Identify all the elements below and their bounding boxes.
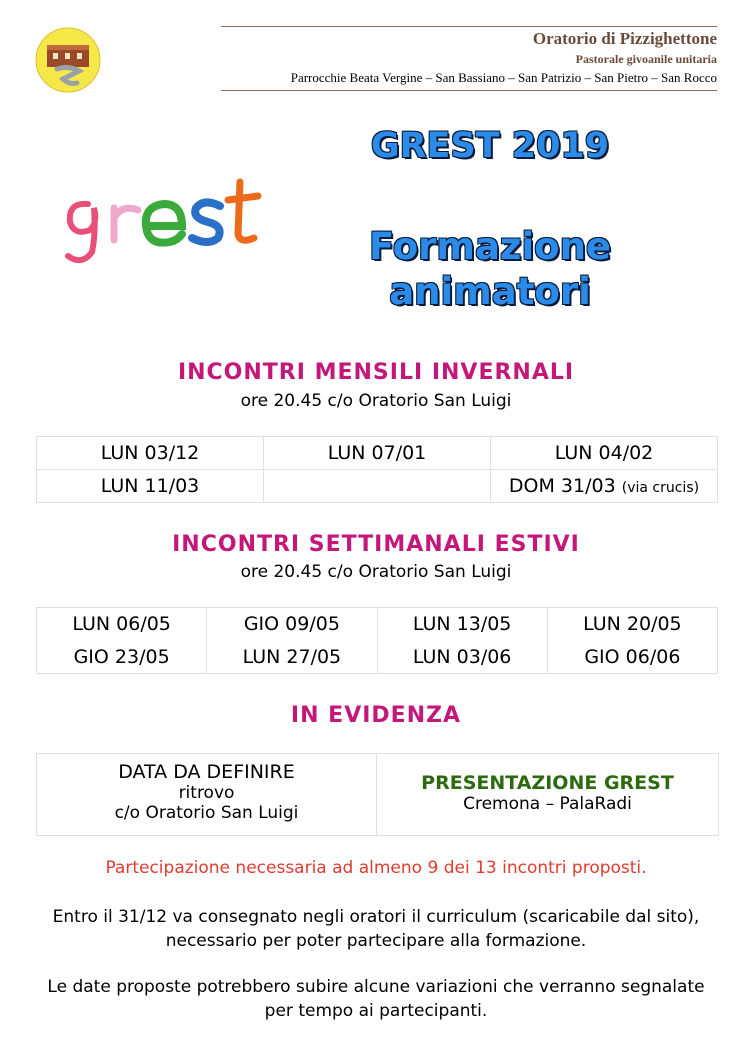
meeting-point-place: c/o Oratorio San Luigi: [114, 803, 299, 823]
date-cell: LUN 20/05: [547, 608, 717, 641]
highlight-left: [37, 754, 377, 835]
date-cell: LUN 13/05: [377, 608, 547, 641]
summer-heading: INCONTRI SETTIMANALI ESTIVI: [172, 532, 580, 557]
presentation-place: Cremona – PalaRadi: [463, 794, 632, 814]
date-cell: LUN 06/05: [37, 608, 207, 641]
summer-dates-table: [36, 607, 718, 674]
parishes-line: Parrocchie Beata Vergine – San Bassiano – San Patrizio – San Pietro – San Rocco: [290, 70, 717, 85]
winter-heading: INCONTRI MENSILI INVERNALI: [177, 360, 575, 385]
meeting-point-label: ritrovo: [178, 783, 235, 803]
presentation-title: PRESENTAZIONE GREST: [421, 772, 674, 794]
date-cell: LUN 07/01: [264, 437, 491, 470]
grest-logo: [58, 174, 268, 266]
date-text: DOM 31/03: [508, 475, 616, 497]
title-grest-2019: GREST 2019: [370, 126, 610, 166]
participation-note: Partecipazione necessaria ad almeno 9 dei 13 incontri proposti.: [105, 858, 647, 878]
highlight-box: [36, 753, 719, 836]
highlight-right: [377, 754, 718, 835]
table-row: [37, 470, 718, 503]
table-row: [37, 641, 718, 674]
curriculum-note: Entro il 31/12 va consegnato negli oratori il curriculum (scaricabile dal sito), necessario per poter partecipare alla formazione.: [52, 907, 700, 951]
winter-dates-table: [36, 436, 718, 503]
date-cell: LUN 04/02: [491, 437, 718, 470]
table-row: [37, 437, 718, 470]
oratorio-logo: [35, 27, 101, 93]
date-cell: LUN 03/06: [377, 641, 547, 674]
title-line-formazione: Formazione: [368, 225, 612, 268]
table-row: [37, 608, 718, 641]
date-cell: LUN 03/12: [37, 437, 264, 470]
date-cell: GIO 23/05: [37, 641, 207, 674]
org-name: Oratorio di Pizzighettone: [532, 29, 717, 48]
date-cell: LUN 27/05: [207, 641, 377, 674]
date-cell-with-note: [491, 470, 718, 503]
highlight-heading: IN EVIDENZA: [290, 703, 462, 728]
winter-subheading: ore 20.45 c/o Oratorio San Luigi: [240, 391, 512, 411]
date-cell: GIO 09/05: [207, 608, 377, 641]
via-crucis-note: (via crucis): [621, 480, 700, 496]
title-formazione-animatori: [330, 224, 650, 314]
date-to-define: DATA DA DEFINIRE: [118, 761, 295, 783]
title-line-animatori: animatori: [389, 270, 591, 313]
empty-cell: [264, 470, 491, 503]
variations-note: Le date proposte potrebbero subire alcune variazioni che verranno segnalate per tempo ai partecipanti.: [47, 977, 705, 1021]
date-cell: LUN 11/03: [37, 470, 264, 503]
date-cell: GIO 06/06: [547, 641, 717, 674]
org-subtitle: Pastorale givoanile unitaria: [575, 52, 717, 66]
summer-subheading: ore 20.45 c/o Oratorio San Luigi: [240, 562, 512, 582]
header: [221, 26, 717, 91]
